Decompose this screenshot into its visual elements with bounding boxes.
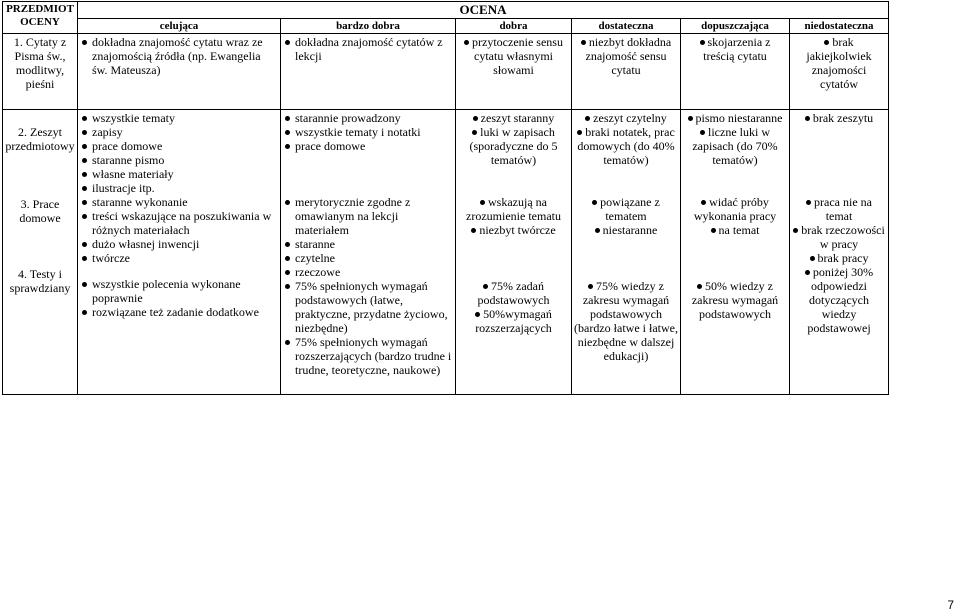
criteria-cell [78,34,281,110]
list-item: merytorycznie zgodne z omawianym na lekcji materiałem [283,195,453,237]
list-item: wszystkie tematy i notatki [283,125,453,139]
list-item: własne materiały [80,167,278,181]
criteria-cell [456,34,572,110]
ocena-header: OCENA [78,2,889,19]
criteria-cell [281,34,456,110]
list-item: powiązane z tematem [574,195,678,223]
list-item: dokładna znajomość cytatu wraz ze znajomością źródła (np. Ewangelia św. Mateusza) [80,35,278,77]
list-item: braki notatek, prac domowych (do 40% tematów) [574,125,678,167]
list-item: rzeczowe [283,265,453,279]
list-item: wszystkie tematy [80,111,278,125]
criteria-cell [681,34,790,110]
row-label: 4. Testy i sprawdziany [9,267,71,295]
grade-header: dobra [456,19,572,34]
list-item: brak zeszytu [792,111,886,125]
criteria-cell [78,110,281,395]
corner-header: PRZEDMIOT OCENY [3,2,78,34]
criteria-cell [790,34,889,110]
list-item: niezbyt dokładna znajomość sensu cytatu [574,35,678,77]
list-item: przytoczenie sensu cytatu własnymi słowami [458,35,569,77]
list-item: wskazują na zrozumienie tematu [458,195,569,223]
list-item: na temat [683,223,787,237]
list-item: widać próby wykonania pracy [683,195,787,223]
table-row [3,110,889,395]
list-item: rozwiązane też zadanie dodatkowe [80,305,278,319]
row-label: 1. Cytaty z Pisma św., modlitwy, pieśni [3,34,78,110]
list-item: starannie prowadzony [283,111,453,125]
criteria-cell [456,110,572,395]
list-item: zeszyt czytelny [574,111,678,125]
criteria-cell [572,110,681,395]
list-item: zeszyt staranny [458,111,569,125]
list-item: brak rzeczowości w pracy [792,223,886,251]
list-item: praca nie na temat [792,195,886,223]
list-item: niezbyt twórcze [458,223,569,237]
list-item: treści wskazujące na poszukiwania w różnych materiałach [80,209,278,237]
row-label: 2. Zeszyt przedmiotowy [5,125,75,153]
list-item: niestaranne [574,223,678,237]
list-item: pismo niestaranne [683,111,787,125]
list-item: 50%wymagań rozszerzających [458,307,569,335]
list-item: wszystkie polecenia wykonane poprawnie [80,277,278,305]
list-item: 75% zadań podstawowych [458,279,569,307]
grade-header: niedostateczna [790,19,889,34]
criteria-cell [681,110,790,395]
list-item: prace domowe [283,139,453,153]
list-item: 75% wiedzy z zakresu wymagań podstawowych (bardzo łatwe i łatwe, niezbędne w dalszej edukacji) [574,279,678,363]
list-item: twórcze [80,251,278,265]
list-item: staranne [283,237,453,251]
list-item: dokładna znajomość cytatów z lekcji [283,35,453,63]
grading-table [2,1,889,395]
grade-header: bardzo dobra [281,19,456,34]
list-item: 50% wiedzy z zakresu wymagań podstawowych [683,279,787,321]
list-item: 75% spełnionych wymagań podstawowych (łatwe, praktyczne, przydatne życiowo, niezbędne) [283,279,453,335]
grade-header: dopuszczająca [681,19,790,34]
grade-header: celująca [78,19,281,34]
list-item: brak jakiejkolwiek znajomości cytatów [792,35,886,91]
row-labels-block [3,110,78,395]
list-item: luki w zapisach (sporadyczne do 5 tematów) [458,125,569,167]
list-item: dużo własnej inwencji [80,237,278,251]
grade-header: dostateczna [572,19,681,34]
list-item: poniżej 30% odpowiedzi dotyczących wiedzy podstawowej [792,265,886,335]
criteria-cell [281,110,456,395]
page-number: 7 [947,598,954,612]
list-item: staranne pismo [80,153,278,167]
list-item: staranne wykonanie [80,195,278,209]
criteria-cell [572,34,681,110]
row-label: 3. Prace domowe [19,197,61,225]
list-item: prace domowe [80,139,278,153]
list-item: zapisy [80,125,278,139]
list-item: skojarzenia z treścią cytatu [683,35,787,63]
list-item: brak pracy [792,251,886,265]
list-item: liczne luki w zapisach (do 70% tematów) [683,125,787,167]
list-item: czytelne [283,251,453,265]
list-item: ilustracje itp. [80,181,278,195]
list-item: 75% spełnionych wymagań rozszerzających (bardzo trudne i trudne, teoretyczne, naukowe) [283,335,453,377]
criteria-cell [790,110,889,395]
table-row [3,34,889,110]
